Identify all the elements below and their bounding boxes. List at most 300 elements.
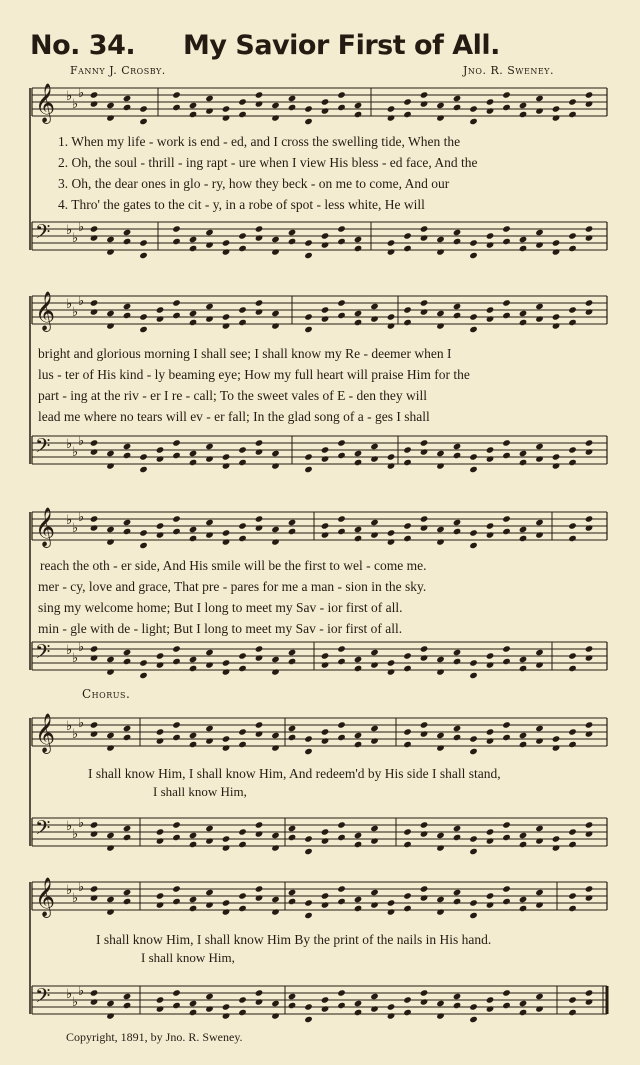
note-head xyxy=(552,105,561,113)
flat-icon: ♭ xyxy=(78,640,85,655)
lyric-line: sing my welcome home; But I long to meet my Sav - ior first of all. xyxy=(38,600,403,615)
lyric-line: 1. When my life - work is end - ed, and I cross the swelling tide, When the xyxy=(58,134,461,149)
note-head xyxy=(486,98,495,106)
note-head xyxy=(403,741,412,749)
note-head xyxy=(552,239,561,247)
note-head xyxy=(585,645,594,653)
note-head xyxy=(189,236,198,244)
note-head xyxy=(519,526,528,534)
note-head xyxy=(420,645,429,653)
note-head xyxy=(568,652,577,660)
note-head xyxy=(387,899,396,907)
note-head xyxy=(205,241,214,249)
note-head xyxy=(519,450,528,458)
note-head xyxy=(189,111,198,119)
note-head xyxy=(238,828,247,836)
note-head xyxy=(172,721,181,729)
note-head xyxy=(568,306,577,314)
note-head xyxy=(238,98,247,106)
note-head xyxy=(387,659,396,667)
note-head xyxy=(420,730,429,738)
note-head xyxy=(90,730,99,738)
note-head xyxy=(123,889,132,897)
note-head xyxy=(370,901,379,909)
note-head xyxy=(420,998,429,1006)
note-head xyxy=(436,656,445,664)
note-head xyxy=(453,825,462,833)
note-head xyxy=(519,535,528,543)
chorus-label: Chorus. xyxy=(82,687,131,701)
note-head xyxy=(288,104,297,112)
note-head xyxy=(106,310,115,318)
note-head xyxy=(568,996,577,1004)
note-head xyxy=(222,105,231,113)
note-head xyxy=(90,645,99,653)
note-head xyxy=(403,306,412,314)
note-head xyxy=(436,450,445,458)
note-head xyxy=(238,522,247,530)
note-head xyxy=(354,245,363,253)
note-head xyxy=(568,98,577,106)
note-head xyxy=(420,721,429,729)
note-head xyxy=(238,535,247,543)
note-head xyxy=(238,111,247,119)
note-head xyxy=(304,912,313,920)
flat-icon: ♭ xyxy=(72,521,79,536)
note-head xyxy=(172,238,181,246)
note-head xyxy=(420,515,429,523)
note-head xyxy=(502,658,511,666)
flat-icon: ♭ xyxy=(78,716,85,731)
note-head xyxy=(337,104,346,112)
note-head xyxy=(502,834,511,842)
note-head xyxy=(189,741,198,749)
note-head xyxy=(304,239,313,247)
bass-echo-lyric: I shall know Him, xyxy=(153,784,247,799)
note-head xyxy=(469,529,478,537)
note-head xyxy=(486,241,495,249)
note-head xyxy=(469,899,478,907)
note-head xyxy=(123,519,132,527)
note-head xyxy=(321,737,330,745)
note-head xyxy=(552,322,561,330)
note-head xyxy=(90,234,99,242)
note-head xyxy=(288,734,297,742)
note-head xyxy=(453,229,462,237)
note-head xyxy=(585,721,594,729)
note-head xyxy=(189,450,198,458)
flat-icon: ♭ xyxy=(66,89,73,104)
note-head xyxy=(321,446,330,454)
note-head xyxy=(222,668,231,676)
note-head xyxy=(469,848,478,856)
note-head xyxy=(205,1005,214,1013)
flat-icon: ♭ xyxy=(72,651,79,666)
note-head xyxy=(585,100,594,108)
note-head xyxy=(502,439,511,447)
note-head xyxy=(436,538,445,546)
note-head xyxy=(238,728,247,736)
note-head xyxy=(189,832,198,840)
note-head xyxy=(123,725,132,733)
note-head xyxy=(387,1012,396,1020)
note-head xyxy=(106,844,115,852)
note-head xyxy=(172,989,181,997)
flat-icon: ♭ xyxy=(78,510,85,525)
note-head xyxy=(354,236,363,244)
flat-icon: ♭ xyxy=(66,513,73,528)
note-head xyxy=(337,1002,346,1010)
note-head xyxy=(321,98,330,106)
note-head xyxy=(271,310,280,318)
note-head xyxy=(568,892,577,900)
note-head xyxy=(205,315,214,323)
note-head xyxy=(552,835,561,843)
note-head xyxy=(486,837,495,845)
note-head xyxy=(387,105,396,113)
note-head xyxy=(585,998,594,1006)
note-head xyxy=(519,111,528,119)
note-head xyxy=(321,652,330,660)
note-head xyxy=(90,439,99,447)
note-head xyxy=(486,522,495,530)
note-head xyxy=(387,453,396,461)
note-head xyxy=(156,455,165,463)
flat-icon: ♭ xyxy=(72,727,79,742)
copyright-notice: Copyright, 1891, by Jno. R. Sweney. xyxy=(66,1030,243,1044)
note-head xyxy=(189,245,198,253)
note-head xyxy=(387,538,396,546)
note-head xyxy=(387,114,396,122)
note-head xyxy=(502,104,511,112)
note-head xyxy=(568,535,577,543)
treble-clef-icon: 𝄞 xyxy=(35,507,56,547)
note-head xyxy=(502,1002,511,1010)
note-head xyxy=(288,649,297,657)
note-head xyxy=(123,834,132,842)
note-head xyxy=(568,522,577,530)
note-head xyxy=(255,234,264,242)
note-head xyxy=(106,248,115,256)
note-head xyxy=(123,312,132,320)
note-head xyxy=(271,668,280,676)
note-head xyxy=(403,232,412,240)
note-head xyxy=(354,459,363,467)
note-head xyxy=(420,308,429,316)
note-head xyxy=(123,528,132,536)
note-head xyxy=(568,841,577,849)
note-head xyxy=(387,908,396,916)
note-head xyxy=(403,535,412,543)
note-head xyxy=(486,446,495,454)
note-head xyxy=(519,459,528,467)
note-head xyxy=(568,232,577,240)
note-head xyxy=(535,901,544,909)
note-head xyxy=(337,225,346,233)
note-head xyxy=(436,322,445,330)
note-head xyxy=(519,1009,528,1017)
note-head xyxy=(139,466,148,474)
note-head xyxy=(568,111,577,119)
note-head xyxy=(139,529,148,537)
note-head xyxy=(486,107,495,115)
note-head xyxy=(453,104,462,112)
note-head xyxy=(370,443,379,451)
note-head xyxy=(453,1002,462,1010)
note-head xyxy=(172,898,181,906)
note-head xyxy=(585,225,594,233)
note-head xyxy=(535,241,544,249)
note-head xyxy=(502,238,511,246)
note-head xyxy=(486,901,495,909)
note-head xyxy=(172,312,181,320)
note-head xyxy=(304,313,313,321)
flat-icon: ♭ xyxy=(72,445,79,460)
note-head xyxy=(238,232,247,240)
note-head xyxy=(337,658,346,666)
note-head xyxy=(337,299,346,307)
note-head xyxy=(436,896,445,904)
note-head xyxy=(106,908,115,916)
note-head xyxy=(172,439,181,447)
note-head xyxy=(585,830,594,838)
note-head xyxy=(222,835,231,843)
note-head xyxy=(304,105,313,113)
note-head xyxy=(271,1000,280,1008)
note-head xyxy=(436,462,445,470)
note-head xyxy=(519,665,528,673)
note-head xyxy=(453,95,462,103)
note-head xyxy=(321,107,330,115)
note-head xyxy=(271,844,280,852)
note-head xyxy=(271,538,280,546)
note-head xyxy=(304,899,313,907)
note-head xyxy=(123,238,132,246)
lyric-line: lus - ter of His kind - ly beaming eye; How my full heart will praise Him for the xyxy=(38,367,470,382)
note-head xyxy=(519,656,528,664)
note-head xyxy=(172,645,181,653)
note-head xyxy=(123,649,132,657)
flat-icon: ♭ xyxy=(66,643,73,658)
bass-clef-icon: 𝄢 xyxy=(35,984,51,1012)
note-head xyxy=(222,744,231,752)
note-head xyxy=(304,1016,313,1024)
note-head xyxy=(189,102,198,110)
note-head xyxy=(106,1012,115,1020)
note-head xyxy=(453,312,462,320)
note-head xyxy=(436,526,445,534)
note-head xyxy=(502,721,511,729)
note-head xyxy=(337,834,346,842)
note-head xyxy=(337,452,346,460)
note-head xyxy=(535,229,544,237)
note-head xyxy=(172,834,181,842)
note-head xyxy=(486,737,495,745)
note-head xyxy=(337,734,346,742)
note-head xyxy=(205,889,214,897)
note-head xyxy=(288,889,297,897)
note-head xyxy=(502,528,511,536)
note-head xyxy=(453,238,462,246)
note-head xyxy=(321,661,330,669)
note-head xyxy=(552,248,561,256)
note-head xyxy=(354,832,363,840)
note-head xyxy=(189,535,198,543)
note-head xyxy=(585,299,594,307)
note-head xyxy=(106,1000,115,1008)
note-head xyxy=(288,658,297,666)
note-head xyxy=(469,542,478,550)
note-head xyxy=(403,245,412,253)
note-head xyxy=(519,905,528,913)
note-head xyxy=(139,326,148,334)
note-head xyxy=(535,725,544,733)
note-head xyxy=(453,303,462,311)
flat-icon: ♭ xyxy=(66,297,73,312)
note-head xyxy=(205,519,214,527)
note-head xyxy=(370,825,379,833)
note-head xyxy=(486,315,495,323)
note-head xyxy=(370,315,379,323)
note-head xyxy=(354,310,363,318)
note-head xyxy=(535,649,544,657)
note-head xyxy=(238,652,247,660)
note-head xyxy=(403,98,412,106)
note-head xyxy=(189,526,198,534)
note-head xyxy=(337,439,346,447)
note-head xyxy=(502,452,511,460)
note-head xyxy=(403,996,412,1004)
note-head xyxy=(156,522,165,530)
note-head xyxy=(354,1000,363,1008)
note-head xyxy=(502,91,511,99)
note-head xyxy=(205,825,214,833)
note-head xyxy=(205,901,214,909)
note-head xyxy=(420,234,429,242)
flat-icon: ♭ xyxy=(78,984,85,999)
note-head xyxy=(403,892,412,900)
note-head xyxy=(370,737,379,745)
note-head xyxy=(139,659,148,667)
note-head xyxy=(222,844,231,852)
note-head xyxy=(535,661,544,669)
note-head xyxy=(205,531,214,539)
lyric-line: lead me where no tears will ev - er fall; In the glad song of a - ges I shall xyxy=(38,409,430,424)
note-head xyxy=(370,837,379,845)
note-head xyxy=(354,535,363,543)
note-head xyxy=(156,315,165,323)
note-head xyxy=(156,901,165,909)
note-head xyxy=(288,238,297,246)
note-head xyxy=(238,459,247,467)
note-head xyxy=(106,102,115,110)
note-head xyxy=(519,245,528,253)
note-head xyxy=(535,889,544,897)
note-head xyxy=(106,656,115,664)
note-head xyxy=(288,993,297,1001)
note-head xyxy=(222,735,231,743)
note-head xyxy=(123,303,132,311)
composer-credit: Jno. R. Sweney. xyxy=(463,64,554,77)
note-head xyxy=(453,658,462,666)
note-head xyxy=(403,905,412,913)
note-head xyxy=(469,1003,478,1011)
flat-icon: ♭ xyxy=(72,891,79,906)
note-head xyxy=(403,665,412,673)
flat-icon: ♭ xyxy=(78,294,85,309)
note-head xyxy=(255,91,264,99)
note-head xyxy=(255,885,264,893)
note-head xyxy=(189,732,198,740)
note-head xyxy=(585,448,594,456)
note-head xyxy=(585,515,594,523)
note-head xyxy=(354,102,363,110)
note-head xyxy=(205,649,214,657)
note-head xyxy=(420,885,429,893)
note-head xyxy=(552,313,561,321)
note-head xyxy=(255,989,264,997)
note-head xyxy=(172,885,181,893)
note-head xyxy=(403,841,412,849)
note-head xyxy=(288,95,297,103)
note-head xyxy=(288,528,297,536)
note-head xyxy=(469,118,478,126)
note-head xyxy=(271,248,280,256)
note-head xyxy=(90,448,99,456)
treble-clef-icon: 𝄞 xyxy=(35,713,56,753)
note-head xyxy=(585,234,594,242)
note-head xyxy=(354,111,363,119)
note-head xyxy=(387,322,396,330)
note-head xyxy=(139,542,148,550)
note-head xyxy=(222,538,231,546)
note-head xyxy=(222,1003,231,1011)
note-head xyxy=(238,446,247,454)
note-head xyxy=(354,741,363,749)
note-head xyxy=(469,659,478,667)
note-head xyxy=(453,898,462,906)
note-head xyxy=(568,665,577,673)
note-head xyxy=(106,896,115,904)
note-head xyxy=(486,455,495,463)
note-head xyxy=(189,1000,198,1008)
note-head xyxy=(420,821,429,829)
note-head xyxy=(535,737,544,745)
note-head xyxy=(255,730,264,738)
note-head xyxy=(436,1000,445,1008)
lyric-line: part - ing at the riv - er I re - call; To the sweet vales of E - den they will xyxy=(38,388,428,403)
flat-icon: ♭ xyxy=(78,86,85,101)
note-head xyxy=(453,993,462,1001)
note-head xyxy=(156,446,165,454)
note-head xyxy=(106,236,115,244)
note-head xyxy=(370,993,379,1001)
note-head xyxy=(172,452,181,460)
note-head xyxy=(106,732,115,740)
note-head xyxy=(568,728,577,736)
note-head xyxy=(370,519,379,527)
note-head xyxy=(568,741,577,749)
note-head xyxy=(436,114,445,122)
note-head xyxy=(453,528,462,536)
note-head xyxy=(585,308,594,316)
note-head xyxy=(337,312,346,320)
note-head xyxy=(568,1009,577,1017)
note-head xyxy=(354,526,363,534)
note-head xyxy=(403,319,412,327)
note-head xyxy=(156,837,165,845)
note-head xyxy=(139,313,148,321)
